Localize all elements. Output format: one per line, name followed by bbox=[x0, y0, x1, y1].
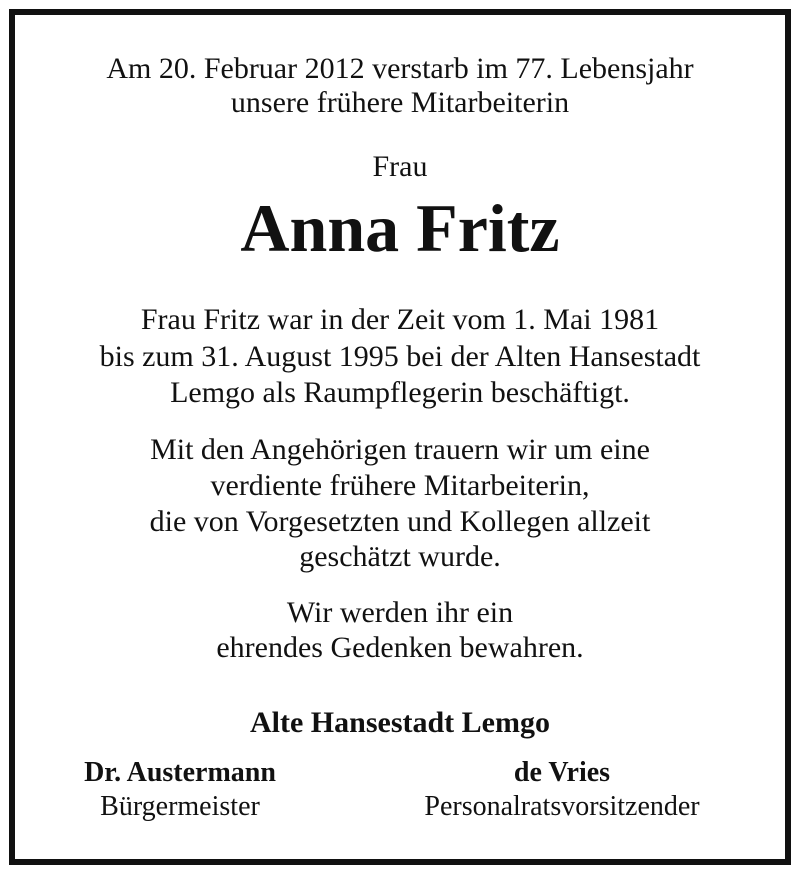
intro-line: Am 20. Februar 2012 verstarb im 77. Lebensjahr bbox=[106, 52, 694, 85]
mourning-line: geschätzt wurde. bbox=[299, 540, 501, 573]
signatory-name: Dr. Austermann bbox=[84, 757, 276, 788]
deceased-name: Anna Fritz bbox=[240, 190, 560, 266]
signatory-left bbox=[10, 756, 350, 824]
salutation: Frau bbox=[372, 150, 428, 183]
organization-name: Alte Hansestadt Lemgo bbox=[250, 706, 550, 739]
mourning-line: verdiente frühere Mitarbeiterin, bbox=[210, 469, 590, 502]
signatory-role: Bürgermeister bbox=[100, 791, 260, 822]
mourning-line: die von Vorgesetzten und Kollegen allzeit bbox=[149, 505, 651, 538]
remembrance-line: ehrendes Gedenken bewahren. bbox=[216, 631, 584, 664]
signatory-role: Personalratsvorsitzender bbox=[424, 791, 700, 822]
remembrance-line: Wir werden ihr ein bbox=[286, 596, 514, 629]
employment-line: Lemgo als Raumpflegerin beschäftigt. bbox=[170, 376, 630, 409]
employment-line: Frau Fritz war in der Zeit vom 1. Mai 1981 bbox=[140, 303, 660, 336]
employment-line: bis zum 31. August 1995 bei der Alten Hansestadt bbox=[99, 340, 701, 373]
mourning-line: Mit den Angehörigen trauern wir um eine bbox=[150, 433, 650, 466]
signatory-name: de Vries bbox=[513, 757, 611, 788]
signatory-right bbox=[392, 756, 732, 824]
intro-line: unsere frühere Mitarbeiterin bbox=[230, 86, 570, 119]
